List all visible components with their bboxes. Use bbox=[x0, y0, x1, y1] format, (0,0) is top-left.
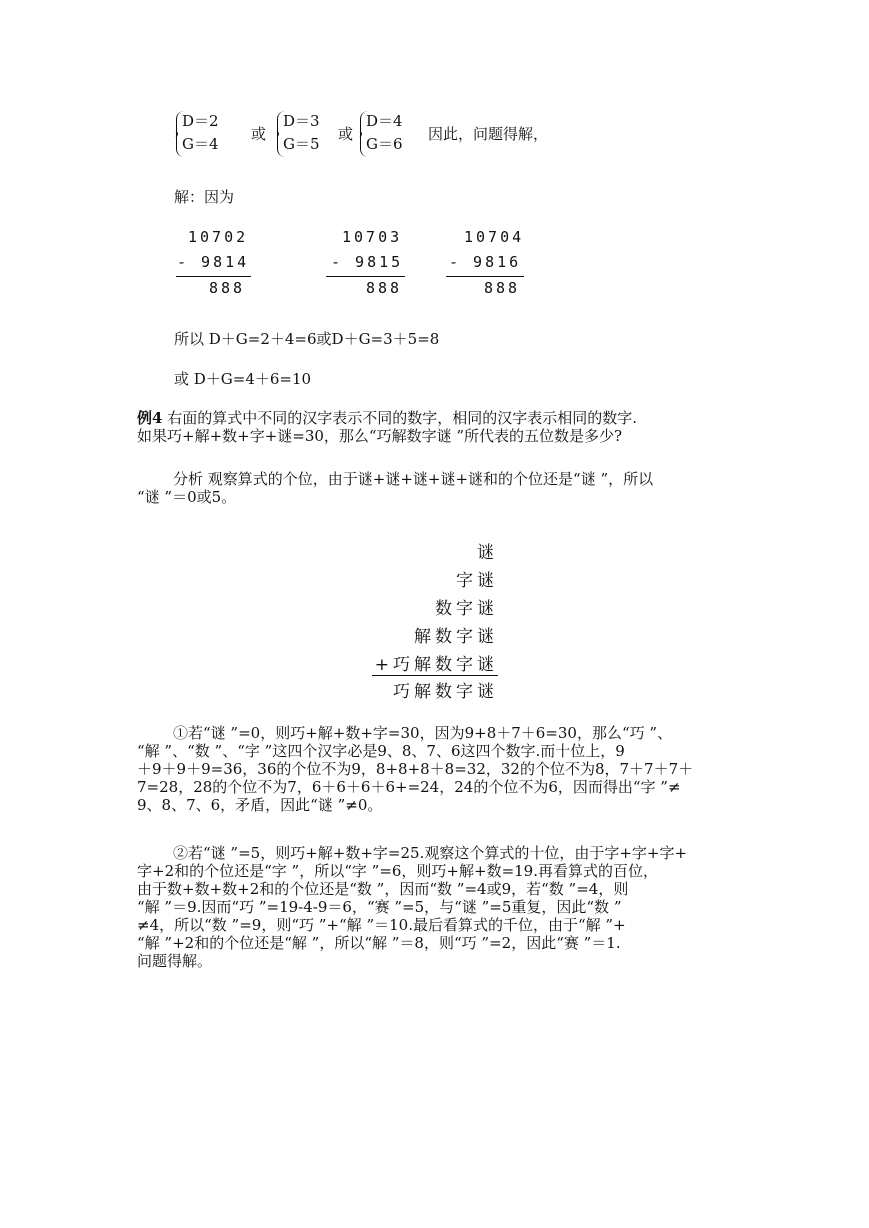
subtraction-2-result: 888 bbox=[366, 279, 403, 297]
case-2 bbox=[137, 844, 687, 970]
case-1-line-5: 9、8、7、6，矛盾，因此“谜 ”≠0。 bbox=[137, 796, 383, 814]
subtraction-3-top: 10704 bbox=[464, 228, 525, 246]
system-2-line-2: G＝5 bbox=[283, 135, 320, 153]
or-2: 或 bbox=[338, 125, 354, 143]
systems-conclusion: 因此，问题得解， bbox=[428, 125, 549, 143]
vertical-sum bbox=[360, 538, 498, 703]
case-1-line-2: “解 ”、“数 ”、“字 ”这四个汉字必是9、8、7、6这四个数字.而十位上，9 bbox=[137, 742, 625, 760]
case-2-line-1: ②若“谜 ”=5，则巧+解+数+字=25.观察这个算式的十位，由于字+字+字+ bbox=[173, 844, 688, 862]
case-1 bbox=[137, 724, 693, 814]
sum-result: 巧解数字谜 bbox=[393, 682, 498, 702]
so-line: 所以 D＋G=2＋4=6或D＋G=3＋5=8 bbox=[174, 330, 440, 348]
case-2-line-5: ≠4，所以“数 ”=9，则“巧 ”+“解 ”＝10.最后看算式的千位，由于“解 ”+ bbox=[137, 916, 626, 934]
subtraction-3-bottom: - 9816 bbox=[449, 253, 522, 271]
subtraction-2-top: 10703 bbox=[342, 228, 403, 246]
subtraction-3-rule bbox=[446, 276, 524, 277]
sum-row-4: 解数字谜 bbox=[414, 627, 498, 647]
subtraction-1-rule bbox=[176, 276, 251, 277]
sum-row-2: 字谜 bbox=[456, 571, 498, 591]
system-2-line-1: D＝3 bbox=[283, 112, 320, 130]
case-2-line-6: “解 ”+2和的个位还是“解 ”，所以“解 ”＝8，则“巧 ”=2，因此“赛 ”＝1. bbox=[137, 934, 621, 952]
sum-row-5: +巧解数字谜 bbox=[374, 655, 498, 675]
subtraction-2-rule bbox=[326, 276, 405, 277]
sum-rule bbox=[372, 675, 498, 676]
example-line-2: 如果巧+解+数+字+谜=30，那么“巧解数字谜 ”所代表的五位数是多少? bbox=[137, 427, 623, 445]
system-2 bbox=[283, 110, 320, 156]
case-1-line-3: ＋9＋9＋9=36，36的个位不为9，8+8+8＋8=32，32的个位不为8，7＋7＋7＋ bbox=[137, 760, 694, 778]
case-2-line-3: 由于数+数+数+2和的个位还是“数 ”，因而“数 ”=4或9，若“数 ”=4，则 bbox=[137, 880, 629, 898]
case-1-line-1: ①若“谜 ”=0，则巧+解+数+字=30，因为9+8＋7＋6=30，那么“巧 ”、 bbox=[173, 724, 673, 742]
analysis bbox=[137, 470, 653, 506]
example-label: 例4 bbox=[137, 409, 163, 427]
system-3 bbox=[366, 110, 403, 156]
sum-row-1: 谜 bbox=[477, 543, 498, 563]
example-line-1: 右面的算式中不同的汉字表示不同的数字，相同的汉字表示相同的数字. bbox=[162, 409, 637, 427]
subtraction-1-bottom: - 9814 bbox=[177, 253, 250, 271]
subtraction-1-top: 10702 bbox=[188, 228, 249, 246]
case-2-line-2: 字+2和的个位还是“字 ”，所以“字 ”=6，则巧+解+数=19.再看算式的百位， bbox=[137, 862, 658, 880]
subtraction-3-result: 888 bbox=[484, 279, 521, 297]
analysis-line-1: 分析 观察算式的个位，由于谜+谜+谜+谜+谜和的个位还是“谜 ”，所以 bbox=[173, 470, 654, 488]
case-2-line-4: “解 ”＝9.因而“巧 ”=19-4-9＝6，“赛 ”=5，与“谜 ”=5重复，因此“数 ” bbox=[137, 898, 622, 916]
or-1: 或 bbox=[251, 125, 267, 143]
system-1-line-1: D＝2 bbox=[182, 112, 219, 130]
subtraction-2-bottom: - 9815 bbox=[331, 253, 404, 271]
solution-intro: 解：因为 bbox=[174, 188, 235, 206]
sum-row-3: 数字谜 bbox=[435, 599, 498, 619]
system-1-line-2: G＝4 bbox=[182, 135, 219, 153]
system-3-line-1: D＝4 bbox=[366, 112, 403, 130]
case-2-line-7: 问题得解。 bbox=[137, 952, 213, 970]
analysis-line-2: “谜 ”＝0或5。 bbox=[137, 488, 237, 506]
or-line: 或 D＋G=4＋6=10 bbox=[174, 370, 312, 388]
system-3-line-2: G＝6 bbox=[366, 135, 403, 153]
case-1-line-4: 7=28，28的个位不为7，6＋6＋6＋6+=24，24的个位不为6，因而得出“字 ”≠ bbox=[137, 778, 681, 796]
subtraction-1-result: 888 bbox=[209, 279, 246, 297]
example-4 bbox=[137, 409, 637, 445]
system-1 bbox=[182, 110, 219, 156]
